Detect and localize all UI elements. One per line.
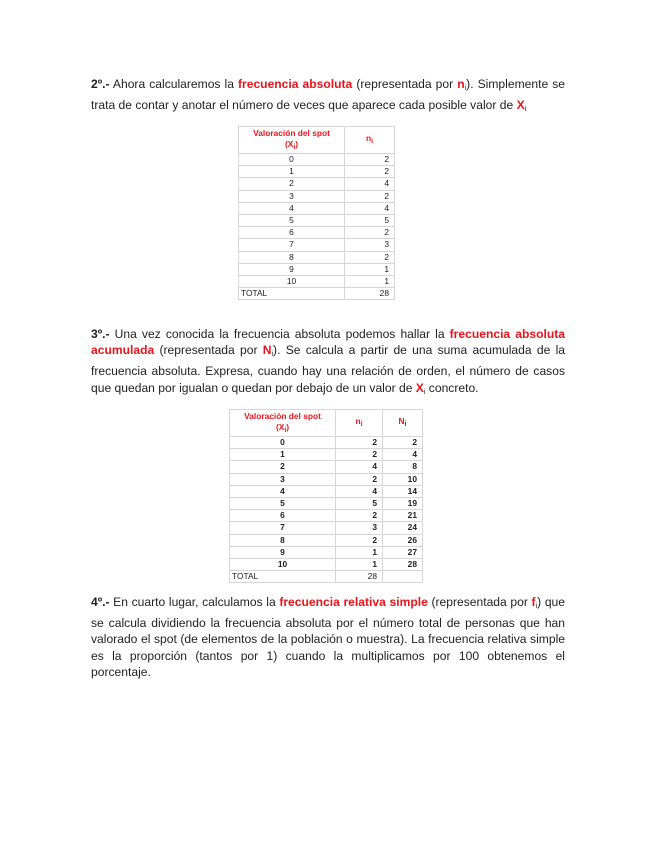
paragraph-section-2	[91, 76, 565, 118]
symbol: n	[457, 77, 465, 91]
cell-ni: 4	[336, 485, 383, 497]
term-frecuencia-absoluta-acumulada: frecuencia absoluta acumulada	[91, 327, 565, 358]
text: En cuarto lugar, calculamos la	[109, 595, 280, 609]
table-row	[230, 497, 423, 509]
text: ). Simplemente se trata de contar y anotar el número de veces que aparece cada posible valor de	[91, 77, 566, 113]
cell-Ni: 10	[383, 473, 423, 485]
table-row	[230, 546, 423, 558]
text: ) que se calcula dividiendo la frecuencia absoluta por el número total de personas que han valorado el spot (de elementos de la población o muestra). La frecuencia relativa simple es la proporción (tantos por 1) cuando la multiplicamos por 100 obtenemos el porcentaje.	[91, 595, 565, 679]
cell-Ni: 2	[383, 437, 423, 449]
cell-Ni: 21	[383, 510, 423, 522]
cell-ni: 1	[336, 546, 383, 558]
symbol: N	[262, 343, 272, 358]
section-number: 3º.-	[91, 327, 110, 341]
cell-ni: 1	[345, 263, 395, 275]
table-row	[230, 510, 423, 522]
cell-ni: 2	[336, 510, 383, 522]
subscript: i	[423, 388, 426, 396]
text: Ahora calcularemos la	[109, 77, 238, 91]
cell-xi: 6	[230, 510, 336, 522]
cell-xi: 2	[239, 178, 345, 190]
header-ni: $n_i$	[345, 127, 395, 154]
term-frecuencia-relativa-simple: frecuencia relativa simple	[279, 595, 428, 609]
cell-ni: 1	[336, 558, 383, 570]
cell-ni: 4	[345, 202, 395, 214]
cell-xi: 2	[230, 461, 336, 473]
cell-xi: 7	[230, 522, 336, 534]
cell-xi: 3	[230, 473, 336, 485]
cell-Ni: 27	[383, 546, 423, 558]
cell-xi: 8	[239, 251, 345, 263]
symbol: X	[516, 98, 525, 113]
cell-ni: 2	[345, 190, 395, 202]
total-row	[239, 288, 395, 300]
cell-ni: 1	[345, 275, 395, 287]
cell-xi: 9	[239, 263, 345, 275]
table-row	[239, 239, 395, 251]
cell-ni: 3	[345, 239, 395, 251]
total-value: 28	[345, 288, 395, 300]
table-row	[239, 178, 395, 190]
cell-ni: 2	[345, 227, 395, 239]
frequency-table-absolute	[238, 126, 395, 300]
cell-xi: 0	[239, 154, 345, 166]
cell-Ni: 28	[383, 558, 423, 570]
table-row	[239, 190, 395, 202]
subscript: i	[524, 106, 527, 114]
cell-xi: 9	[230, 546, 336, 558]
total-label: TOTAL	[239, 288, 345, 300]
header-ni: $n_i$	[336, 410, 383, 437]
cell-ni: 2	[336, 449, 383, 461]
term-frecuencia-absoluta: frecuencia absoluta	[238, 77, 353, 91]
cell-xi: 1	[230, 449, 336, 461]
text: ). Se calcula a partir de una suma acumulada de la frecuencia absoluta. Expresa, cuando hay una relación de orden, el número de casos que quedan por igualan o quedan por debajo de un valor de	[91, 343, 565, 395]
table-row	[239, 154, 395, 166]
cell-xi: 10	[239, 275, 345, 287]
section-number: 2º.-	[91, 77, 110, 91]
cell-xi: 0	[230, 437, 336, 449]
text: Una vez conocida la frecuencia absoluta podemos hallar la	[109, 327, 450, 341]
cell-ni: 2	[336, 534, 383, 546]
cell-Ni: 8	[383, 461, 423, 473]
cell-ni: 2	[345, 251, 395, 263]
cell-Ni: 14	[383, 485, 423, 497]
table-row	[230, 473, 423, 485]
cell-xi: 5	[230, 497, 336, 509]
total-value: 28	[336, 571, 383, 583]
cell-Ni: 19	[383, 497, 423, 509]
cell-xi: 5	[239, 214, 345, 226]
total-label: TOTAL	[230, 571, 336, 583]
header-valoracion: Valoración del spot $(X_i)$	[230, 410, 336, 437]
table-row	[239, 263, 395, 275]
cell-xi: 7	[239, 239, 345, 251]
subscript: i	[535, 603, 538, 610]
table-row	[230, 534, 423, 546]
frequency-table-cumulative	[229, 409, 423, 583]
section-number: 4º.-	[91, 595, 110, 609]
table-row	[239, 214, 395, 226]
cell-ni: 3	[336, 522, 383, 534]
cell-ni: 2	[345, 166, 395, 178]
table-row	[230, 461, 423, 473]
table-row	[239, 166, 395, 178]
cell-Ni: 26	[383, 534, 423, 546]
cell-xi: 1	[239, 166, 345, 178]
symbol: X	[415, 380, 424, 395]
table-row	[230, 449, 423, 461]
table-row	[230, 437, 423, 449]
table-row	[239, 251, 395, 263]
text: (representada por	[154, 343, 263, 358]
cell-Ni: 24	[383, 522, 423, 534]
table-row	[239, 275, 395, 287]
table-row	[230, 558, 423, 570]
cell-ni: 5	[345, 214, 395, 226]
cell-ni: 2	[345, 154, 395, 166]
subscript: i	[271, 351, 274, 359]
table-row	[239, 227, 395, 239]
table-row	[239, 202, 395, 214]
cell-ni: 2	[336, 437, 383, 449]
text: (representada por	[352, 77, 458, 91]
cell-xi: 10	[230, 558, 336, 570]
table-row	[230, 485, 423, 497]
cell-xi: 8	[230, 534, 336, 546]
cell-ni: 5	[336, 497, 383, 509]
cell-Ni: 4	[383, 449, 423, 461]
subscript: i	[464, 85, 467, 92]
text: (representada por	[427, 595, 532, 609]
paragraph-section-4	[91, 594, 565, 680]
header-Ni: $N_i$	[383, 410, 423, 437]
total-row	[230, 571, 423, 583]
cell-xi: 4	[239, 202, 345, 214]
empty-cell	[383, 571, 423, 583]
cell-xi: 3	[239, 190, 345, 202]
header-valoracion: Valoración del spot $(X_i)$	[239, 127, 345, 154]
cell-ni: 4	[345, 178, 395, 190]
cell-xi: 6	[239, 227, 345, 239]
cell-xi: 4	[230, 485, 336, 497]
table-row	[230, 522, 423, 534]
cell-ni: 2	[336, 473, 383, 485]
paragraph-section-3	[91, 326, 565, 401]
text: concreto.	[425, 380, 479, 395]
symbol: f	[531, 595, 536, 609]
cell-ni: 4	[336, 461, 383, 473]
